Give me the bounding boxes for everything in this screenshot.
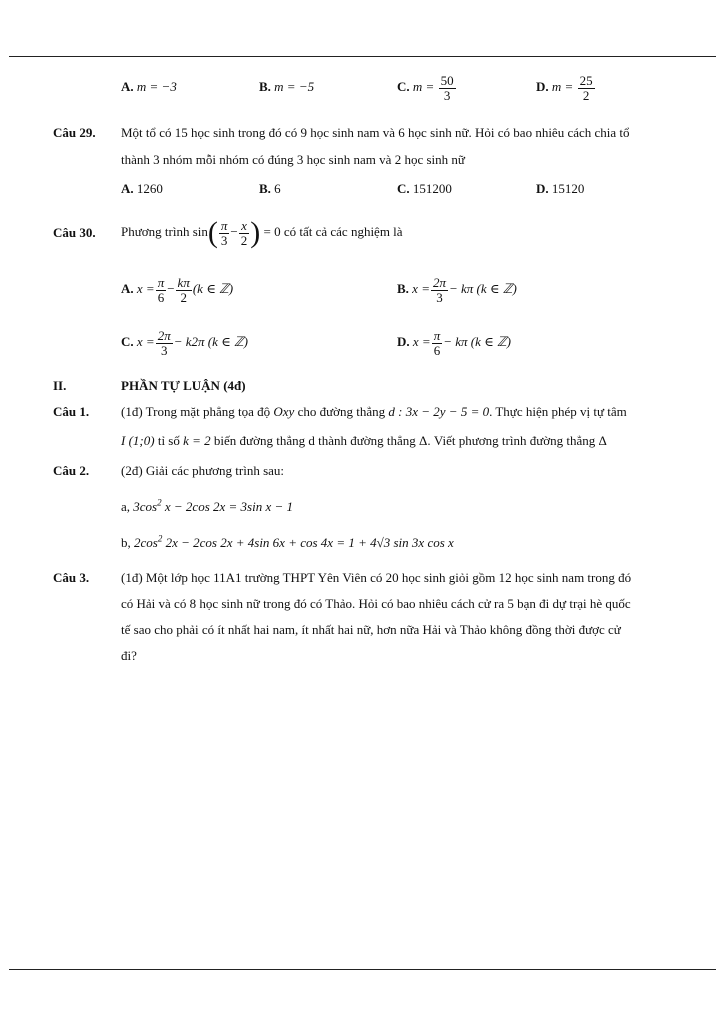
q29-stem-line2: thành 3 nhóm mỗi nhóm có đúng 3 học sinh nam và 2 học sinh nữ	[121, 152, 465, 167]
header-rule	[9, 56, 716, 57]
fraction: $\frac{\pi}{3}$	[220, 217, 228, 248]
q29-option-a: A. 1260	[121, 181, 163, 196]
q28-option-a: A. m = −3	[121, 79, 177, 94]
essay2-part-a: a, $3\cos^2$ x − 2cos 2x = 3sin x − 1	[121, 497, 294, 514]
q30-stem: Phương trình sin( $\frac{\pi}{3}$ − $\frac{x}{2}$ ) = 0 có tất cả các nghiệm là	[121, 216, 403, 250]
q30-label: Câu 30.	[53, 225, 96, 240]
q30-option-d: D. x = $\frac{\pi}{6}$ − kπ (k ∈ ℤ)	[397, 327, 511, 358]
section-number: II.	[53, 378, 67, 393]
fraction: $\frac{2\pi}{3}$	[157, 327, 171, 358]
fraction: $\frac{k\pi}{2}$	[177, 274, 190, 305]
fraction: $\frac{\pi}{6}$	[157, 274, 165, 305]
footer-rule	[9, 969, 716, 970]
fraction: $\frac{25}{2}$	[579, 72, 593, 103]
q30-option-c: C. x = $\frac{2\pi}{3}$ − k2π (k ∈ ℤ)	[121, 327, 248, 358]
fraction: $\frac{x}{2}$	[240, 217, 248, 248]
q28-option-d: D. m = $\frac{25}{2}$	[536, 72, 593, 103]
q29-option-d: D. 15120	[536, 181, 585, 196]
essay3-line2: có Hải và có 8 học sinh nữ trong đó có Thảo. Hỏi có bao nhiêu cách cử ra 5 bạn đi dự trại hè quốc	[121, 596, 631, 611]
q28-option-b: B. m = −5	[259, 79, 315, 94]
essay3-line1: (1đ) Một lớp học 11A1 trường THPT Yên Viên có 20 học sinh giỏi gồm 12 học sinh nam trong đó	[121, 570, 632, 585]
essay2-line1: (2đ) Giải các phương trình sau:	[121, 463, 285, 478]
q30-option-a: A. x = $\frac{\pi}{6}$ − $\frac{k\pi}{2}$ (k ∈ ℤ)	[121, 274, 234, 305]
q29-stem-line1: Một tổ có 15 học sinh trong đó có 9 học sinh nam và 6 học sinh nữ. Hỏi có bao nhiêu cách chia tổ	[121, 125, 630, 140]
q28-option-c: C. m = $\frac{50}{3}$	[397, 72, 454, 103]
q29-label: Câu 29.	[53, 125, 96, 140]
essay3-line4: đi?	[121, 648, 137, 663]
essay2-label: Câu 2.	[53, 463, 90, 478]
essay3-line3: tế sao cho phải có ít nhất hai nam, ít nhất hai nữ, hơn nữa Hải và Thảo không đồng thời được cử	[121, 622, 621, 637]
essay1-label: Câu 1.	[53, 404, 90, 419]
essay3-label: Câu 3.	[53, 570, 90, 585]
q29-option-b: B. 6	[259, 181, 281, 196]
essay1-line2: I (1;0) tỉ số k = 2 biến đường thẳng d thành đường thẳng Δ. Viết phương trình đường thẳng Δ	[121, 433, 607, 448]
fraction: $\frac{50}{3}$	[440, 72, 454, 103]
section-title: PHẦN TỰ LUẬN (4đ)	[121, 378, 246, 393]
fraction: $\frac{2\pi}{3}$	[432, 274, 446, 305]
q29-option-c: C. 151200	[397, 181, 452, 196]
essay1-line1: (1đ) Trong mặt phẳng tọa độ Oxy cho đường thẳng d : 3x − 2y − 5 = 0. Thực hiện phép vị tự tâm	[121, 404, 627, 419]
fraction: $\frac{\pi}{6}$	[433, 327, 441, 358]
essay2-part-b: b, $2\cos^2$ 2x − 2cos 2x + 4sin 6x + cos 4x = 1 + 4√3 sin 3x cos x	[121, 533, 454, 550]
q30-option-b: B. x = $\frac{2\pi}{3}$ − kπ (k ∈ ℤ)	[397, 274, 517, 305]
